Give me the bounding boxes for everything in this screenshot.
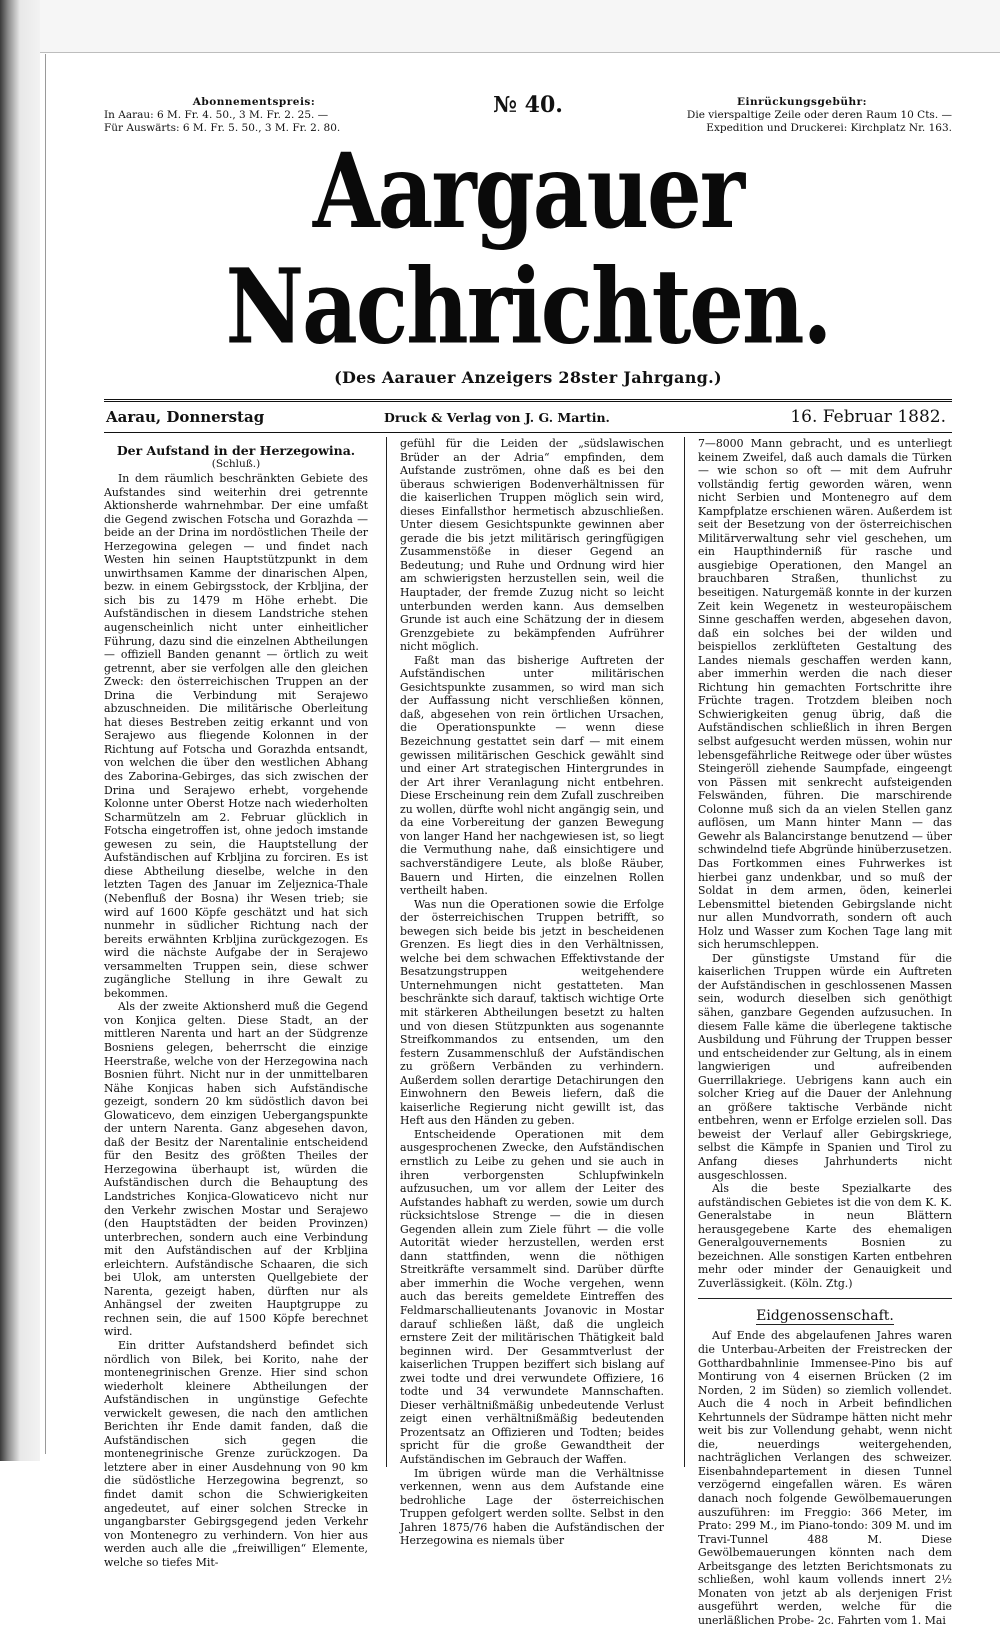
- issue-number: № 40.: [493, 92, 563, 118]
- scan-edge-top: [40, 0, 1000, 53]
- subscription-line-1: In Aarau: 6 M. Fr. 4. 50., 3 M. Fr. 2. 25. —: [104, 109, 329, 121]
- scan-edge-left: [0, 0, 40, 1461]
- article-title: Der Aufstand in der Herzegowina.: [116, 443, 356, 458]
- insertion-line-2: Expedition und Druckerei: Kirchplatz Nr. 163.: [706, 122, 952, 134]
- paragraph: Als der zweite Aktionsherd muß die Gegend von Konjica gelten. Diese Stadt, an der mittleren Narenta und hart an der Südgrenze Bosniens gelegen, beherrscht die einzige Heerstraße, welche von der Herzegowina nach Bosnien führt. Nicht nur in der unmittelbaren Nähe Konjicas haben sich Aufständische gezeigt, sondern 20 km südöstlich davon bei Glowaticevo, dem einzigen Uebergangspunkte der untern Narenta. Ganz abgesehen davon, daß der Besitz der Narentalinie entscheidend für den Besitz des größten Theiles der Herzegowina überhaupt ist, würden die Aufständischen durch die Behauptung des Landstriches Konjica-Glowaticevo nicht nur den Verkehr zwischen Mostar und Serajewo (den Hauptstädten der beiden Provinzen) unterbrechen, sondern auch eine Verbindung mit den Aufständischen auf der Krbljina erleichtern. Aufständische Schaaren, die sich bei Ulok, am untersten Quellgebiete der Narenta, gezeigt haben, dürften nur als Anhängsel der zweiten Hauptgruppe zu rechnen sein, die auf 1500 Köpfe berechnet wird.: [104, 1000, 368, 1339]
- dateline-date: 16. Februar 1882.: [790, 407, 946, 427]
- paragraph: Ein dritter Aufstandsherd befindet sich nördlich von Bilek, bei Korito, nahe der montenegrinischen Grenze. Hier sind schon wiederholt kleinere Abtheilungen der Aufständischen in ungünstige Gefechte verwickelt gewesen, die nach den amtlichen Berichten ihr Ende damit fanden, daß die Aufständischen sich gegen die montenegrinische Grenze zurückzogen. Da letztere aber in einer Ausdehnung von 90 km die südöstliche Herzegowina begrenzt, so findet damit schon die Schwierigkeiten angedeutet, auf einer solchen Strecke in ungangbarster Gebirgsgegend jeden Verkehr von Montenegro zu verhindern. Von hier aus werden auch alle die „freiwilligen“ Elemente, welche so tiefes Mit-: [104, 1339, 368, 1569]
- masthead-title: Aargauer Nachrichten.: [225, 131, 831, 368]
- paragraph: Auf Ende des abgelaufenen Jahres waren die Unterbau-Arbeiten der Freistrecken der Gotthardbahnlinie Immensee-Pino bis auf Montirung von 4 eisernen Brücken (2 im Norden, 2 im Süden) so ziemlich vollendet. Auch die 4 noch in Arbeit befindlichen Kehrtunnels der Südrampe hätten nicht mehr weit bis zur Vollendung gehabt, wenn nicht die, neuerdings weitergehenden, nachträglichen Verlangen des schweizer. Eisenbahndepartement in diesen Tunnel verzögernd eingefallen wären. Es wären danach noch folgende Gewölbemauerungen auszuführen: im Freggio: 366 Meter, im Prato: 299 M., im Piano-tondo: 309 M. und im Travi-Tunnel 488 M. Diese Gewölbemauerungen könnten nach dem Arbeitsgange des letzten Berichtsmonats zu schließen, wohl kaum vollends innert 2½ Monaten von jetzt ab als derjenigen Frist ausgeführt werden, welche für die unerläßlichen Probe- 2c. Fahrten vom 1. Mai: [698, 1329, 952, 1627]
- paragraph: Als die beste Spezialkarte des aufständischen Gebietes ist die von dem K. K. Generalstabe in neun Blättern herausgegebene Karte des ehemaligen Generalgouvernements Bosnien zu bezeichnen. Alle sonstigen Karten entbehren mehr oder minder der Genauigkeit und Zuverlässigkeit. (Köln. Ztg.): [698, 1182, 952, 1290]
- dateline-publisher: Druck & Verlag von J. G. Martin.: [384, 410, 610, 425]
- column-1: [104, 437, 368, 1569]
- section-heading: [698, 1298, 952, 1325]
- paragraph: Entscheidende Operationen mit dem ausgesprochenen Zwecke, den Aufständischen ernstlich zu Leibe zu gehen und sie auch in ihren verborgensten Schlupfwinkeln aufzusuchen, um vor allem der Leiter des Aufstandes habhaft zu werden, sowie um durch rücksichtslose Strenge — die in diesen Gegenden allein zum Ziele führt — die volle Autorität wieder herzustellen, werden erst dann stattfinden, wenn die nöthigen Streitkräfte versammelt sind. Darüber dürfte aber immerhin die Woche vergehen, wenn auch das bereits gemeldete Eintreffen des Feldmarschallieutenants Jovanovic in Mostar darauf schließen läßt, daß die ungleich ernstere Zeit der militärischen Thätigkeit bald beginnen wird. Der Gesammtverlust der kaiserlichen Truppen beziffert sich bislang auf zwei todte und drei verwundete Offiziere, 16 todte und 34 verwundete Mannschaften. Dieser verhältnißmäßig unbedeutende Verlust zeigt einen verhältnißmäßig bedeutenden Prozentsatz an Offizieren und Todten; beides spricht für die große Gewandtheit der Aufständischen im Gebrauch der Waffen.: [400, 1127, 664, 1467]
- subscription-heading: Abonnementspreis:: [192, 96, 316, 108]
- insertion-heading: Einrückungsgebühr:: [736, 96, 868, 108]
- column-rule: [386, 437, 387, 1467]
- column-3: [698, 437, 952, 1627]
- column-rule: [684, 437, 685, 1467]
- column-2: [400, 437, 664, 1548]
- paragraph: gefühl für die Leiden der „südslawischen Brüder an der Adria“ empfinden, dem Aufstande zuströmen, ohne daß es bei den überaus schwierigen Bodenverhältnissen für die kaiserlichen Truppen möglich sein wird, dieses Einfallsthor hermetisch abzuschließen. Unter diesem Gesichtspunkte gewinnen aber gerade die bis jetzt militärisch geringfügigen Zusammenstöße in dieser Gegend an Bedeutung; und Ruhe und Ordnung wird hier am schwierigsten herzustellen sein, weil die Hauptader, der fremde Zuzug nicht so leicht unterbunden werden kann. Aus demselben Grunde ist auch eine Schätzung der in diesem Grenzgebiete zu bekämpfenden Aufrührer nicht möglich.: [400, 437, 664, 654]
- paragraph: Im übrigen würde man die Verhältnisse verkennen, wenn aus dem Aufstande eine bedrohliche Lage der österreichischen Truppen gefolgert werden sollte. Selbst in den Jahren 1875/76 haben die Aufständischen der Herzegowina es niemals über: [400, 1466, 664, 1548]
- newspaper-page: [45, 54, 998, 1627]
- paragraph: In dem räumlich beschränkten Gebiete des Aufstandes sind weiterhin drei getrennte Aktionsherde wahrnehmbar. Der eine umfaßt die Gegend zwischen Fotscha und Gorazhda — beide an der Drina im nordöstlichen Theile der Herzegowina gelegen — und findet nach Westen hin seinen Hauptstützpunkt in dem unwirthsamen Kamme der dinarischen Alpen, bezw. in einem Gebirgsstock, der Krbljina, der sich bis zu 1479 m Höhe erhebt. Die Aufständischen in diesem Landstriche stehen augenscheinlich nicht unter einheitlicher Führung, dazu sind die einzelnen Abtheilungen — offiziell Banden genannt — örtlich zu weit getrennt, aber sie verfolgen alle den gleichen Zweck: den österreichischen Truppen an der Drina die Verbindung mit Serajewo abzuschneiden. Die militärische Oberleitung hat dieses Bestreben zeitig erkannt und von Serajewo aus fliegende Kolonnen in der Richtung auf Fotscha und Gorazhda entsandt, von welchen die über den westlichen Abhang des Zaborina-Gebirges, das sich zwischen der Drina und Serajewo erhebt, vorgehende Kolonne unter Oberst Hotze nach wiederholten Scharmützeln am 2. Februar glücklich in Fotscha eingetroffen ist, ohne jedoch imstande gewesen zu sein, die Hauptstellung der Aufständischen auf Krbljina zu forciren. Es ist diese Abtheilung dieselbe, welche in den letzten Tagen des Januar im Zeljeznica-Thale (Nebenfluß der Bosna) ihr Wesen trieb; sie wird auf 1600 Köpfe geschätzt und hat sich nunmehr in südlicher Richtung nach der bereits erwähnten Krbljina zurückgezogen. Es wird die nächste Aufgabe der in Serajewo versammelten Truppen sein, diese schwer zugängliche Stellung in ihre Gewalt zu bekommen.: [104, 472, 368, 1000]
- paragraph: Der günstigste Umstand für die kaiserlichen Truppen würde ein Auftreten der Aufständischen in geschlossenen Massen sein, wodurch dieselben sich genöthigt sähen, ganzbare Gegenden aufzusuchen. In diesem Falle käme die überlegene taktische Ausbildung und Führung der Truppen besser und entscheidender zur Geltung, als in einem langwierigen und aufreibenden Guerrillakriege. Uebrigens kann auch ein solcher Krieg auf die Dauer der Anlehnung an größere taktische Verbände nicht entbehren, wenn er Erfolge erzielen soll. Das beweist der Verlauf aller Gebirgskriege, selbst die Kämpfe in Spanien und Tirol zu Anfang dieses Jahrhunderts nicht ausgeschlossen.: [698, 951, 952, 1182]
- paragraph: Was nun die Operationen sowie die Erfolge der österreichischen Truppen betrifft, so bewegen sich beide bis jetzt in bescheidenen Grenzen. Es liegt dies in den Verhältnissen, welche bei dem schwachen Effektivstande der Besatzungstruppen weitgehendere Unternehmungen nicht gestatteten. Man beschränkte sich darauf, taktisch wichtige Orte mit stärkeren Abtheilungen besetzt zu halten und von diesen Stützpunkten aus sogenannte Streifkommandos zu entsenden, um den festern Zusammenschluß der Aufständischen zu größern Verbänden zu verhindern. Außerdem sollen derartige Detachirungen den Einwohnern den Beweis liefern, daß die kaiserliche Regierung nicht gewillt ist, das Heft aus den Händen zu geben.: [400, 897, 664, 1128]
- paragraph: 7—8000 Mann gebracht, und es unterliegt keinem Zweifel, daß auch damals die Türken — wie schon so oft — mit dem Aufruhr vollständig fertig geworden wären, wenn nicht Serbien und Montenegro auf dem Kampfplatze erschienen wären. Außerdem ist seit der Besetzung von der österreichischen Militärverwaltung sehr viel geschehen, um ein Haupthinderniß für rasche und ausgiebige Operationen, den Mangel an brauchbaren Straßen, thunlichst zu beseitigen. Naturgemäß konnte in der kurzen Zeit kein Wegenetz in westeuropäischem Sinne geschaffen werden, abgesehen davon, daß ein solches bei der wilden und beispiellos zerklüfteten Gestaltung des Landes niemals geschaffen werden kann, aber immerhin werden die nach dieser Richtung hin gemachten Fortschritte ihre Früchte tragen. Trotzdem bleiben noch Schwierigkeiten genug übrig, daß die Aufständischen schließlich in ihren Bergen selbst aufgesucht werden müssen, wohin nur lebensgefährliche Reitwege oder über wüstes Steingeröll ziehende Saumpfade, eingeengt von Pässen mit senkrecht aufsteigenden Felswänden, führen. Die marschirende Colonne muß sich da an vielen Stellen ganz auflösen, um Mann hinter Mann — das Gewehr als Balancirstange benutzend — über schwindelnd tiefe Abgründe hinüberzusetzen. Das Fortkommen eines Fuhrwerkes ist hierbei ganz undenkbar, und so muß der Soldat in dem armen, öden, keinerlei Lebensmittel bietenden Gebirgslande nicht nur allen Mundvorrath, sondern oft auch Holz und Wasser zum Kochen Tage lang mit sich herumschleppen.: [698, 437, 952, 952]
- article-subtitle: (Schluß.): [211, 458, 261, 470]
- insertion-info: [652, 96, 952, 135]
- insertion-line-1: Die vierspaltige Zeile oder deren Raum 10 Cts. —: [686, 109, 952, 121]
- dateline-place-day: Aarau, Donnerstag: [106, 408, 265, 426]
- masthead-subtitle: (Des Aarauer Anzeigers 28ster Jahrgang.): [334, 368, 722, 387]
- section-heading-text: Eidgenossenschaft.: [756, 1308, 894, 1325]
- dateline-bar: [104, 399, 952, 433]
- subscription-info: [104, 96, 404, 135]
- page-content: [104, 92, 952, 1627]
- subscription-line-2: Für Auswärts: 6 M. Fr. 5. 50., 3 M. Fr. 2. 80.: [104, 122, 341, 134]
- article-columns: [104, 437, 952, 1627]
- paragraph: Faßt man das bisherige Auftreten der Aufständischen unter militärischen Gesichtspunkte zusammen, so wird man sich der Auffassung nicht verschließen können, daß, abgesehen von rein örtlichen Ursachen, die Operationspunkte — wenn diese Bezeichnung gestattet sein darf — mit einem gewissen militärischen Geschick gewählt sind und einer Art strategischen Hintergrundes in der Art ihrer Veranlagung nicht entbehren. Diese Erscheinung rein dem Zufall zuschreiben zu wollen, dürfte wohl nicht angängig sein, und da eine Vorbereitung der ganzen Bewegung von langer Hand her nachgewiesen ist, so liegt die Vermuthung nahe, daß einsichtigere und sachverständigere Leute, als bloße Räuber, Bauern und Hirten, die einzelnen Rollen vertheilt haben.: [400, 653, 664, 898]
